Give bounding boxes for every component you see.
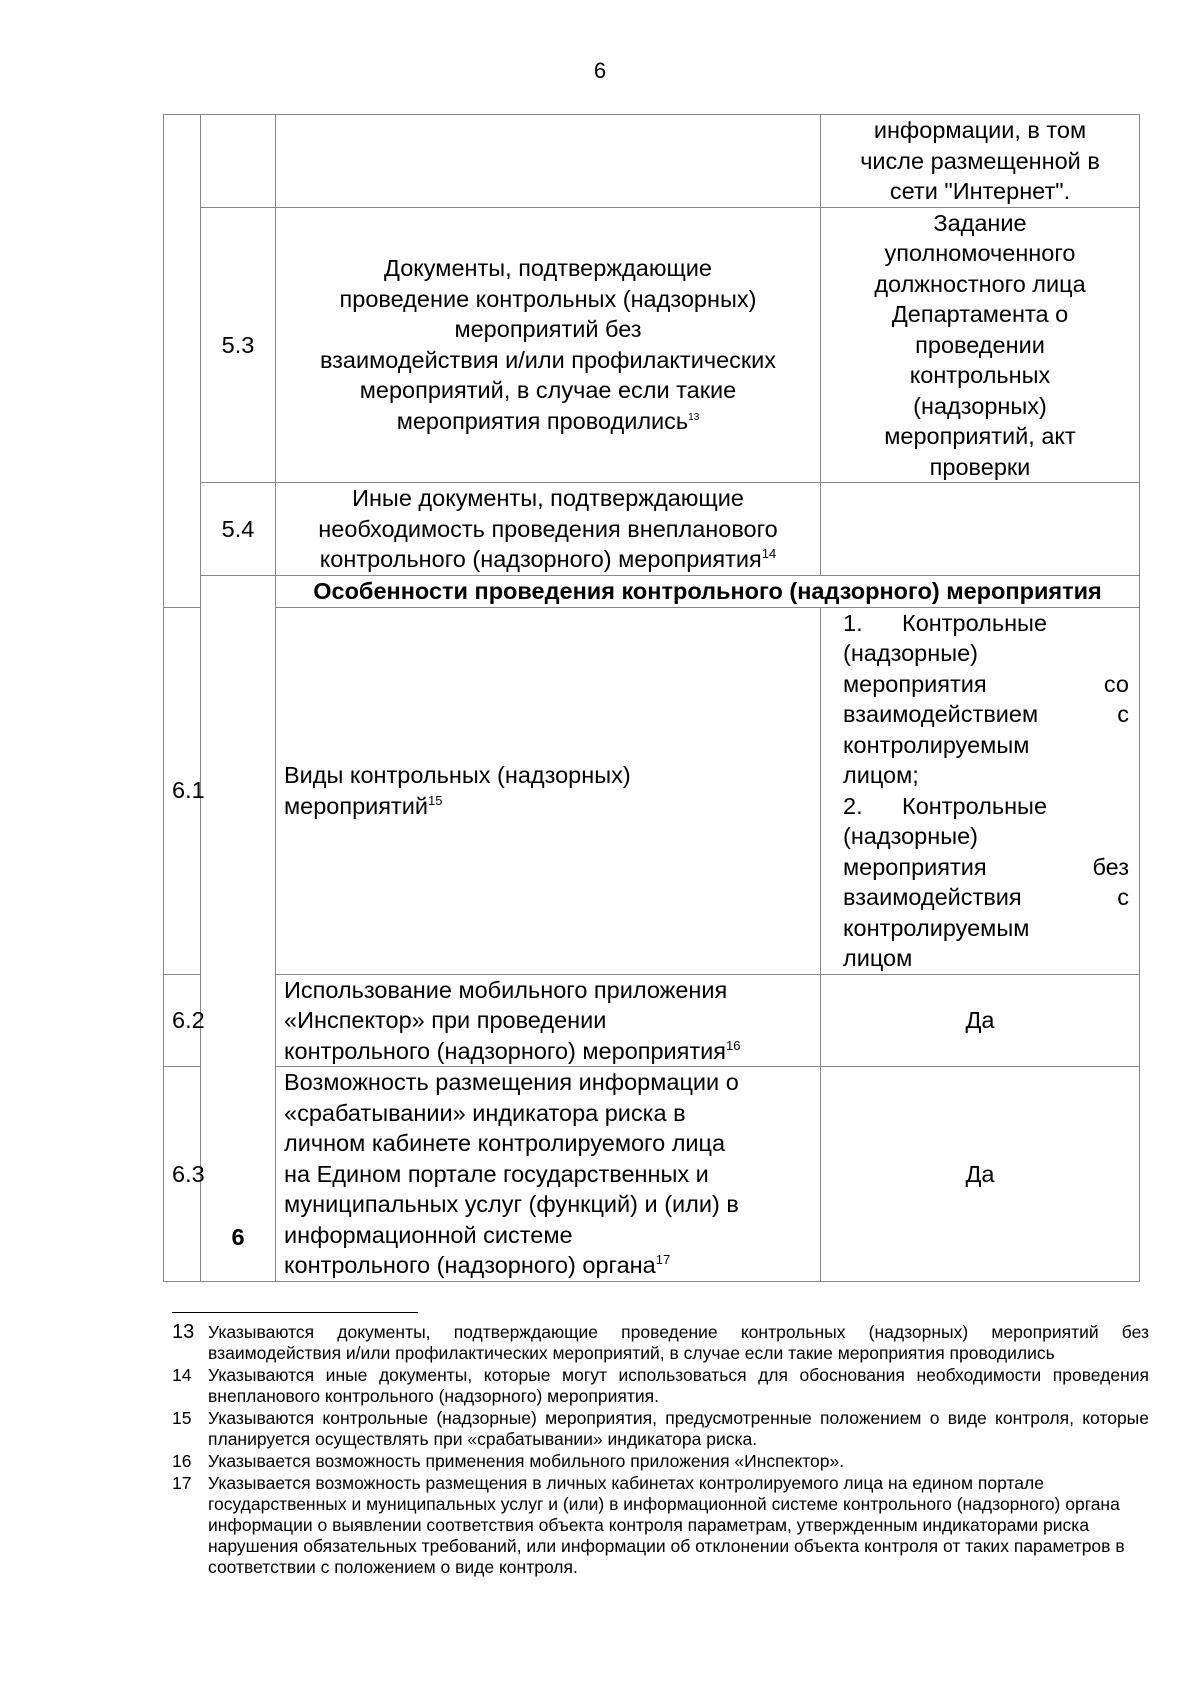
footnote-13 [172, 1322, 1149, 1364]
description-line: необходимость проведения внепланового [318, 515, 778, 542]
list-word: с [1117, 701, 1129, 727]
row-number-cell [201, 115, 276, 208]
description-line: Возможность размещения информации о [284, 1069, 739, 1095]
list-line [843, 852, 1129, 883]
list-item-1 [843, 608, 1129, 639]
value-line: (надзорных) [913, 392, 1047, 419]
footnote-text: Указываются иные документы, которые могут использоваться для обоснования необходимости проведения внепланового контрольного (надзорного) мероприятия. [208, 1365, 1149, 1406]
section-number-text: 6 [231, 1224, 245, 1250]
description-line: «срабатывании» индикатора риска в [284, 1099, 686, 1126]
footnote-ref[interactable]: 15 [428, 792, 443, 808]
description-line: муниципальных услуг (функций) и (или) в [284, 1191, 739, 1217]
description-line: мероприятий без [454, 316, 642, 343]
description-line [284, 1036, 812, 1067]
description-line: Иные документы, подтверждающие [352, 485, 744, 511]
description-line: на Едином портале государственных и [284, 1160, 709, 1187]
description-cell [276, 1067, 821, 1282]
value-cell: Да [821, 974, 1140, 1067]
value-line: Департамента о [891, 301, 1069, 327]
requirements-table [163, 114, 1140, 1282]
description-line: личном кабинете контролируемого лица [284, 1130, 726, 1156]
description-line: проведение контрольных (надзорных) [339, 285, 757, 312]
value-line: информации, в том [873, 117, 1087, 143]
footnote-ref[interactable]: 16 [726, 1037, 741, 1053]
value-line: проведении [915, 331, 1045, 358]
value-line: мероприятий, акт [884, 423, 1076, 449]
list-line: лицом; [843, 762, 919, 788]
description-text: контрольного (надзорного) мероприятия [284, 1037, 727, 1064]
footnote-number: 14 [172, 1365, 192, 1385]
table-row-6-3 [164, 1067, 1140, 1282]
list-word: мероприятия [843, 670, 987, 697]
description-line [284, 1250, 812, 1281]
description-text: мероприятий [284, 792, 429, 819]
list-word: без [1092, 853, 1129, 880]
value-line: числе размещенной в [860, 147, 1100, 174]
value-line: сети "Интернет". [889, 178, 1071, 204]
list-marker: 2. [843, 792, 863, 819]
list-line: контролируемым [843, 914, 1030, 941]
section-title: Особенности проведения контрольного (надзорного) мероприятия [276, 575, 1140, 607]
table-row-continuation [164, 115, 1140, 208]
list-line [843, 699, 1129, 730]
row-number: 6.1 [164, 607, 201, 974]
table-row-6-1 [164, 607, 1140, 974]
table-row-6-2 [164, 974, 1140, 1067]
list-word: мероприятия [843, 853, 987, 880]
footnote-ref[interactable]: 14 [761, 546, 777, 562]
list-text: Контрольные [902, 792, 1048, 819]
description-cell [276, 207, 821, 483]
row-number: 5.4 [201, 483, 276, 576]
footnote-17 [172, 1473, 1149, 1578]
row-number: 5.3 [201, 207, 276, 483]
row-number: 6.2 [164, 974, 201, 1067]
footnote-text: Указываются контрольные (надзорные) мероприятия, предусмотренные положением о виде контроля, которые планируется осуществлять при «срабатывании» индикатора риска. [208, 1408, 1149, 1449]
list-marker: 1. [843, 609, 863, 636]
list-line: контролируемым [843, 731, 1030, 758]
footnote-14 [172, 1365, 1149, 1407]
footnotes [172, 1322, 1149, 1579]
description-line: «Инспектор» при проведении [284, 1007, 607, 1033]
value-cell [821, 115, 1140, 208]
description-line: информационной системе [284, 1221, 573, 1248]
footnote-number: 15 [172, 1408, 192, 1428]
description-text: мероприятия проводились [396, 407, 689, 434]
footnote-number: 16 [172, 1451, 192, 1471]
description-line: Использование мобильного приложения [284, 976, 728, 1003]
footnote-15 [172, 1408, 1149, 1450]
list-word: взаимодействием [843, 701, 1039, 727]
description-line [284, 544, 812, 575]
footnote-separator [172, 1312, 418, 1313]
section-5-cell [164, 115, 201, 608]
description-line: мероприятий, в случае если такие [359, 377, 737, 404]
description-line: взаимодействия и/или профилактических [319, 346, 777, 373]
value-cell [821, 483, 1140, 576]
table-row-5-3 [164, 207, 1140, 483]
value-line: должностного лица [874, 270, 1086, 297]
footnote-number: 13 [172, 1321, 195, 1343]
footnote-ref[interactable]: 13 [688, 411, 700, 423]
footnote-ref[interactable]: 17 [655, 1252, 671, 1268]
description-line: Виды контрольных (надзорных) [284, 762, 631, 788]
list-line [843, 882, 1129, 913]
list-line [843, 669, 1129, 700]
description-cell [276, 115, 821, 208]
description-text: контрольного (надзорного) органа [284, 1252, 656, 1278]
description-cell [276, 607, 821, 974]
row-number: 6.3 [164, 1067, 201, 1282]
value-line: контрольных [909, 362, 1051, 388]
value-cell [821, 607, 1140, 974]
description-text: контрольного (надзорного) мероприятия [319, 546, 762, 572]
description-line [284, 406, 812, 437]
value-line: Задание [933, 209, 1027, 236]
list-line: лицом [843, 945, 913, 971]
list-word: с [1117, 884, 1129, 910]
description-cell [276, 974, 821, 1067]
footnote-text: Указывается возможность размещения в личных кабинетах контролируемого лица на едином портале государственных и муниципальных услуг и (или) в информационной системе контрольного (надзорного) органа информации о выявлении соответствия объекта контроля параметрам, утвержденным индикаторами риска нарушения обязательных требований, или информации об отклонении объекта контроля от таких параметров в соответствии с положением о виде контроля. [208, 1473, 1125, 1577]
page-number: 6 [593, 58, 607, 83]
footnote-text: Указываются документы, подтверждающие проведение контрольных (надзорных) мероприятий без взаимодействия и/или профилактических мероприятий, в случае если такие мероприятия проводились [208, 1322, 1149, 1363]
section-6-header-row [164, 575, 1140, 607]
value-line: уполномоченного [884, 240, 1076, 266]
value-cell: Да [821, 1067, 1140, 1282]
list-word: со [1103, 670, 1129, 697]
description-line: Документы, подтверждающие [384, 255, 712, 282]
description-cell [276, 483, 821, 576]
value-line: проверки [929, 453, 1031, 480]
value-cell [821, 207, 1140, 483]
description-line [284, 791, 812, 822]
list-word: взаимодействия [843, 884, 1022, 910]
list-item-2 [843, 791, 1129, 822]
table-row-5-4 [164, 483, 1140, 576]
footnote-number: 17 [172, 1473, 192, 1493]
footnote-text: Указывается возможность применения мобильного приложения «Инспектор». [208, 1451, 845, 1471]
list-line: (надзорные) [843, 823, 978, 849]
footnote-16 [172, 1451, 1149, 1472]
list-text: Контрольные [902, 609, 1048, 636]
list-line: (надзорные) [843, 640, 978, 666]
section-number [201, 575, 276, 1281]
